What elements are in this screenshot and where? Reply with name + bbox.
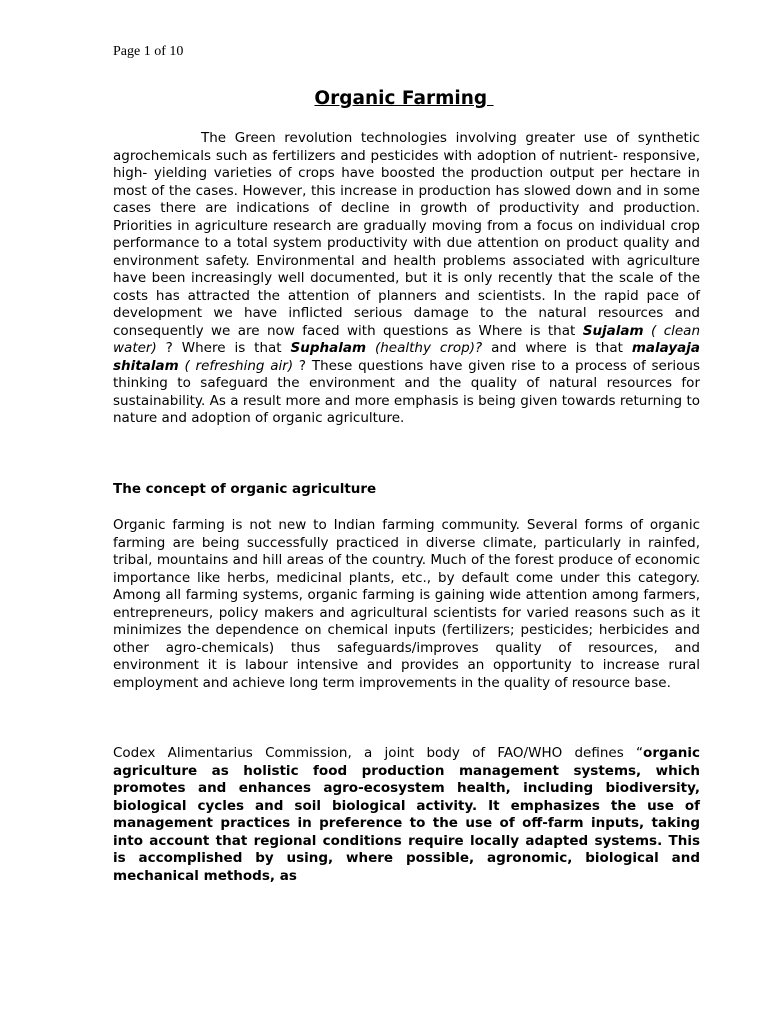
page-number: Page 1 of 10	[113, 44, 184, 59]
term-suphalam: Suphalam	[290, 340, 367, 356]
document-title-text: Organic Farming	[314, 88, 494, 109]
term-malayaja-shitalam: malayaja shitalam	[113, 340, 700, 374]
intro-text-part4: ? These questions have given rise to a process of serious thinking to safeguard the environment and the quality of natural resources for sustainability. As a result more and more emphasis is being given towards returning to nature and adoption of organic agriculture.	[113, 357, 700, 426]
gloss-clean-water: ( clean water)	[113, 322, 700, 356]
intro-text-part1: The Green revolution technologies involving greater use of synthetic agrochemicals such as fertilizers and pesticides with adoption of nutrient- responsive, high- yielding varieties of crops have boosted the production output per hectare in most of the cases. However, this increase in production has slowed down and in some cases there are indications of decline in growth of productivity and production. Priorities in agriculture research are gradually moving from a focus on individual crop performance to a total system productivity with due attention on product quality and environment safety. Environmental and health problems associated with agriculture have been increasingly well documented, but it is only recently that the scale of the costs has attracted the attention of planners and scientists. In the rapid pace of development we have inflicted serious damage to the natural resources and consequently we are now faced with questions as Where is that	[113, 130, 700, 339]
document-title	[0, 88, 768, 109]
concept-paragraph: Organic farming is not new to Indian farming community. Several forms of organic farming are being successfully practiced in diverse climate, particularly in rainfed, tribal, mountains and hill areas of the country. Much of the forest produce of economic importance like herbs, medicinal plants, etc., by default come under this category. Among all farming systems, organic farming is gaining wide attention among farmers, entrepreneurs, policy makers and agricultural scientists for varied reasons such as it minimizes the dependence on chemical inputs (fertilizers; pesticides; herbicides and other agro-chemicals) thus safeguards/improves quality of resources, and environment it is labour intensive and provides an opportunity to increase rural employment and achieve long term improvements in the quality of resource base.	[113, 517, 700, 691]
term-sujalam: Sujalam	[582, 322, 644, 339]
codex-lead-text: Codex Alimentarius Commission, a joint body of FAO/WHO defines “	[113, 745, 644, 761]
gloss-healthy-crop: (healthy crop)?	[366, 340, 492, 356]
intro-text-part2: ? Where is that	[165, 340, 291, 356]
section-heading-concept: The concept of organic agriculture	[113, 481, 377, 497]
intro-text-part3: and where is that	[491, 340, 632, 356]
codex-definition: organic agriculture as holistic food production management systems, which promotes and enhances agro-ecosystem health, including biodiversity, biological cycles and soil biological activity. It emphasizes the use of management practices in preference to the use of off-farm inputs, taking into account that regional conditions require locally adapted systems. This is accomplished by using, where possible, agronomic, biological and mechanical methods, as	[113, 745, 700, 884]
gloss-refreshing-air: ( refreshing air)	[178, 357, 299, 374]
codex-paragraph	[113, 745, 700, 885]
intro-paragraph	[113, 130, 700, 428]
